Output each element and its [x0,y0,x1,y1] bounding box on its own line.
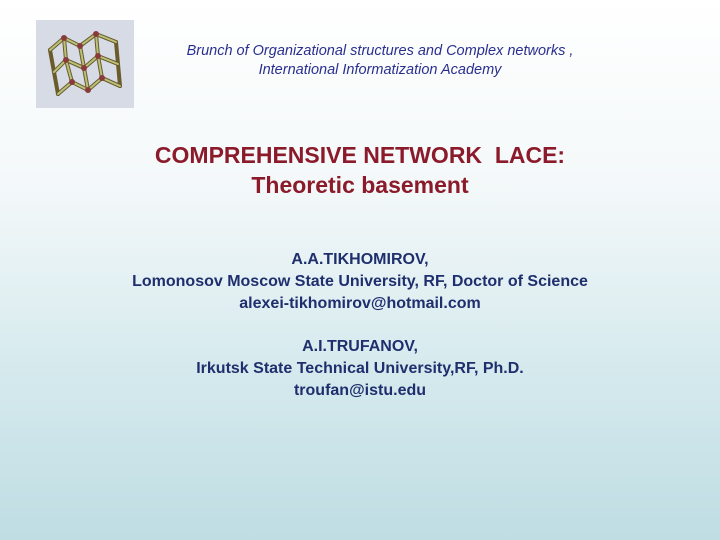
author-email[interactable]: troufan@istu.edu [293,382,427,399]
title-line-1: COMPREHENSIVE NETWORK LACE: [154,142,566,168]
author-email[interactable]: alexei-tikhomirov@hotmail.com [239,295,481,312]
author-block-2 [0,336,720,402]
author-affiliation: Lomonosov Moscow State University, RF, Doctor of Science [132,273,588,290]
header-text [150,42,610,80]
header-line-2: International Informatization Academy [258,62,502,78]
author-name: A.A.TIKHOMIROV, [291,251,429,268]
author-name: A.I.TRUFANOV, [302,338,418,355]
title-line-2: Theoretic basement [251,172,469,198]
network-lace-icon [36,20,134,108]
page-title [0,140,720,200]
author-block-1 [0,249,720,315]
author-affiliation: Irkutsk State Technical University,RF, Ph.D. [196,360,524,377]
network-lace-logo [36,20,134,108]
header-line-1: Brunch of Organizational structures and Complex networks , [186,43,574,59]
